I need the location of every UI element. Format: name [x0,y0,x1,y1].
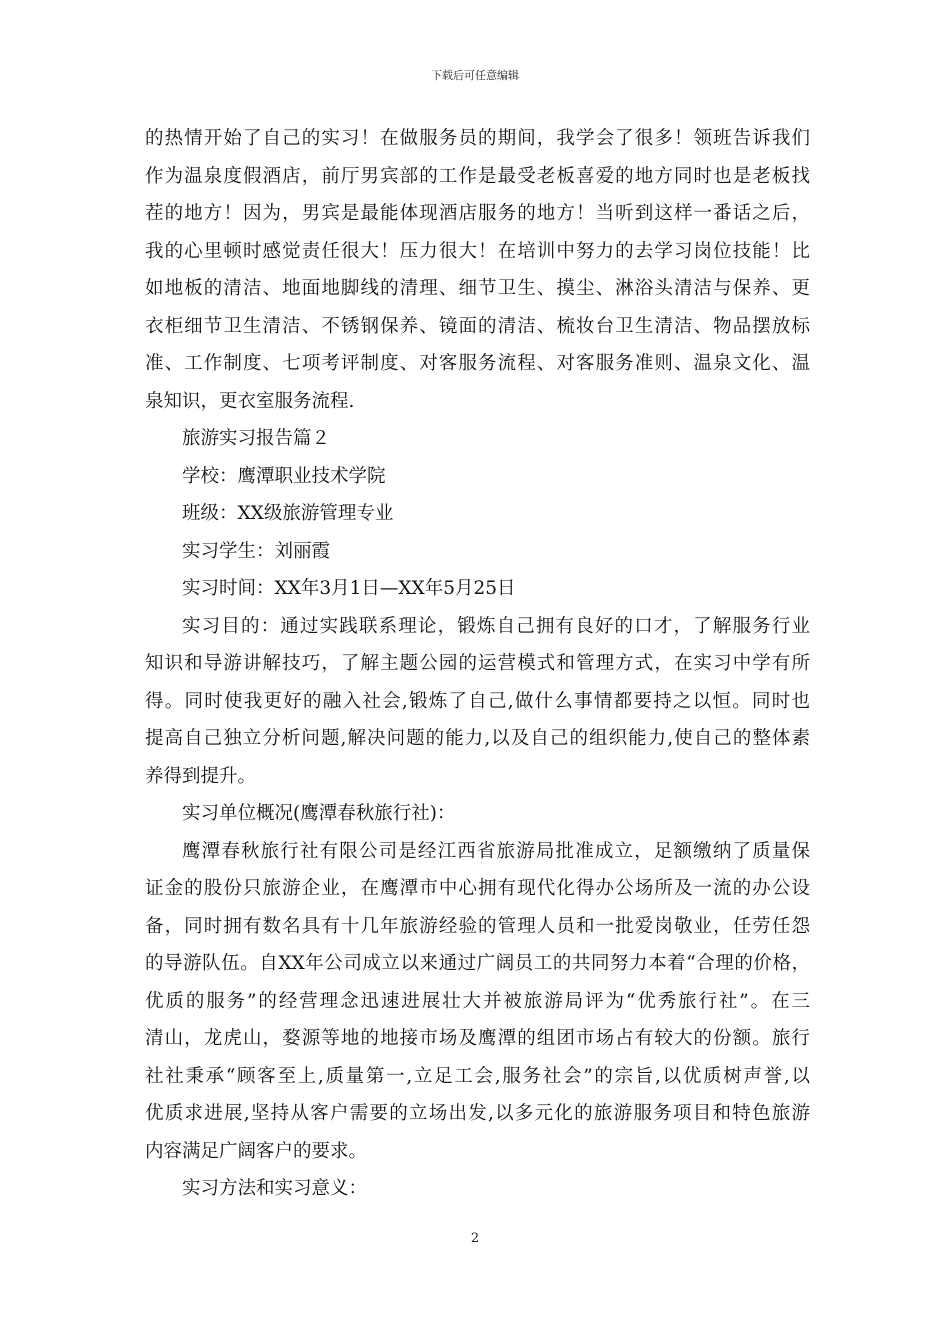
section-heading: 旅游实习报告篇２ [182,428,331,449]
text-line: 证金的股份只旅游企业，在鹰潭市中心拥有现代化得办公场所及一流的办公设 [145,878,810,899]
page-number: 2 [470,1231,480,1246]
text-line: 作为温泉度假酒店，前厅男宾部的工作是最受老板喜爱的地方同时也是老板找 [145,165,810,187]
text-line: 内容满足广阔客户的要求。 [145,1140,368,1162]
page-header: 下载后可任意编辑 [431,69,519,82]
text-line: 准、工作制度、七项考评制度、对客服务流程、对客服务准则、温泉文化、温 [145,353,810,374]
text-line: 的导游队伍。自XX年公司成立以来通过广阔员工的共同努力本着“合理的价格， [145,953,810,974]
school-field: 学校：鹰潭职业技术学院 [182,465,386,487]
period-field: 实习时间：XX年3月1日—XX年5月25日 [182,578,516,599]
text-line: 茬的地方！因为，男宾是最能体现酒店服务的地方！当听到这样一番话之后， [145,203,810,224]
text-line: 养得到提升。 [145,765,257,787]
text-line: 实习目的：通过实践联系理论，锻炼自己拥有良好的口才，了解服务行业 [182,615,810,637]
text-line: 的热情开始了自己的实习！在做服务员的期间，我学会了很多！领班告诉我们 [145,128,810,149]
text-line: 我的心里顿时感觉责任很大！压力很大！在培训中努力的去学习岗位技能！比 [145,240,810,262]
text-line: 优质的服务”的经营理念迅速进展壮大并被旅游局评为“优秀旅行社”。在三 [145,990,810,1012]
text-line: 提高自己独立分析问题,解决问题的能力,以及自己的组织能力,使自己的整体素 [145,728,810,749]
student-field: 实习学生：刘丽霞 [182,540,331,562]
text-line: 得。同时使我更好的融入社会,锻炼了自己,做什么事情都要持之以恒。同时也 [145,690,810,712]
subheading: 实习单位概况(鹰潭春秋旅行社)： [182,803,456,824]
text-line: 优质求进展,坚持从客户需要的立场出发,以多元化的旅游服务项目和特色旅游 [145,1103,810,1124]
document-body [145,120,810,1208]
text-line: 备，同时拥有数名具有十几年旅游经验的管理人员和一批爱岗敬业，任劳任怨 [145,915,810,937]
text-line: 社社秉承“顾客至上,质量第一,立足工会,服务社会”的宗旨,以优质树声誉,以 [145,1065,810,1087]
text-line: 知识和导游讲解技巧，了解主题公园的运营模式和管理方式，在实习中学有所 [145,653,810,674]
text-line: 鹰潭春秋旅行社有限公司是经江西省旅游局批准成立，足额缴纳了质量保 [182,840,810,862]
text-line: 衣柜细节卫生清洁、不锈钢保养、镜面的清洁、梳妆台卫生清洁、物品摆放标 [145,315,810,337]
class-field: 班级：XX级旅游管理专业 [182,503,394,524]
text-line: 清山，龙虎山，婺源等地的地接市场及鹰潭的组团市场占有较大的份额。旅行 [145,1028,810,1049]
paragraph [145,833,810,1171]
paragraph [145,120,810,420]
paragraph [145,608,810,796]
text-line: 如地板的清洁、地面地脚线的清理、细节卫生、摸尘、淋浴头清洁与保养、更 [145,278,810,299]
text-line: 泉知识，更衣室服务流程. [145,390,355,412]
subheading: 实习方法和实习意义： [182,1178,368,1199]
